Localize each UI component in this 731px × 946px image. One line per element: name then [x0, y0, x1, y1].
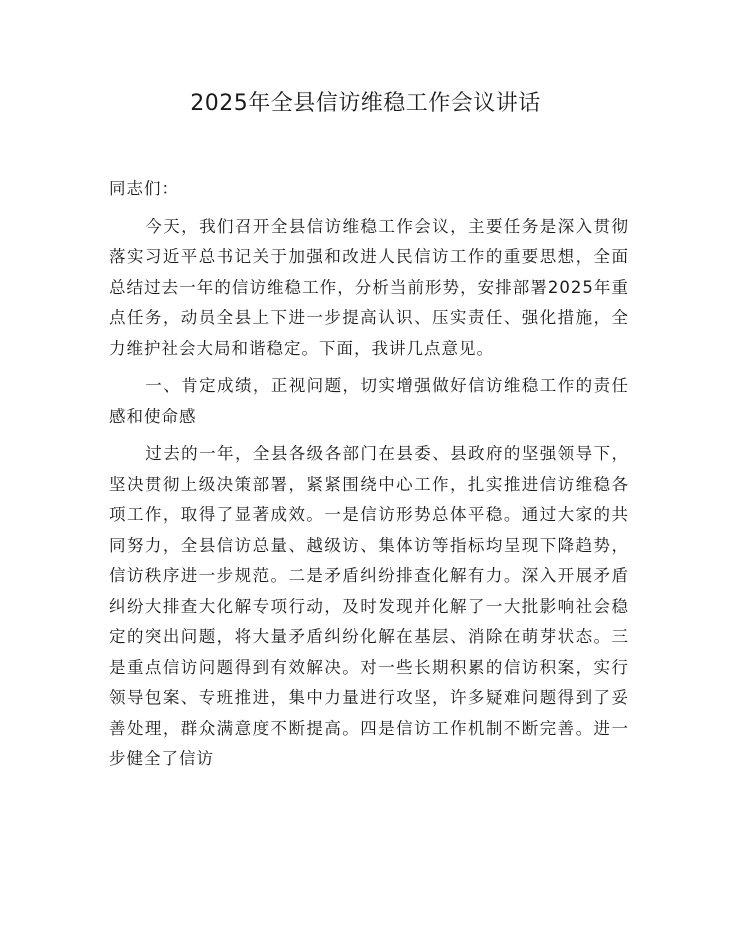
document-title: 2025年全县信访维稳工作会议讲话 — [190, 91, 541, 116]
salutation: 同志们： — [109, 179, 179, 198]
paragraph-achievements: 过去的一年，全县各级各部门在县委、县政府的坚强领导下，坚决贯彻上级决策部署，紧紧围绕中心工作，扎实推进信访维稳各项工作，取得了显著成效。一是信访形势总体平稳。通过大家的共同努力，全县信访总量、越级访、集体访等指标均呈现下降趋势，信访秩序进一步规范。二是矛盾纠纷排查化解有力。深入开展矛盾纠纷大排查大化解专项行动，及时发现并化解了一大批影响社会稳定的突出问题，将大量矛盾纠纷化解在基层、消除在萌芽状态。三是重点信访问题得到有效解决。对一些长期积累的信访积案，实行领导包案、专班推进，集中力量进行攻坚，许多疑难问题得到了妥善处理，群众满意度不断提高。四是信访工作机制不断完善。进一步健全了信访 — [109, 444, 629, 768]
document-body — [109, 174, 629, 782]
section-heading-1: 一、肯定成绩，正视问题，切实增强做好信访维稳工作的责任感和使命感 — [109, 376, 629, 426]
paragraph-intro: 今天，我们召开全县信访维稳工作会议，主要任务是深入贯彻落实习近平总书记关于加强和改进人民信访工作的重要思想，全面总结过去一年的信访维稳工作，分析当前形势，安排部署2025年重点任务，动员全县上下进一步提高认识、压实责任、强化措施，全力维护社会大局和谐稳定。下面，我讲几点意见。 — [109, 216, 629, 358]
